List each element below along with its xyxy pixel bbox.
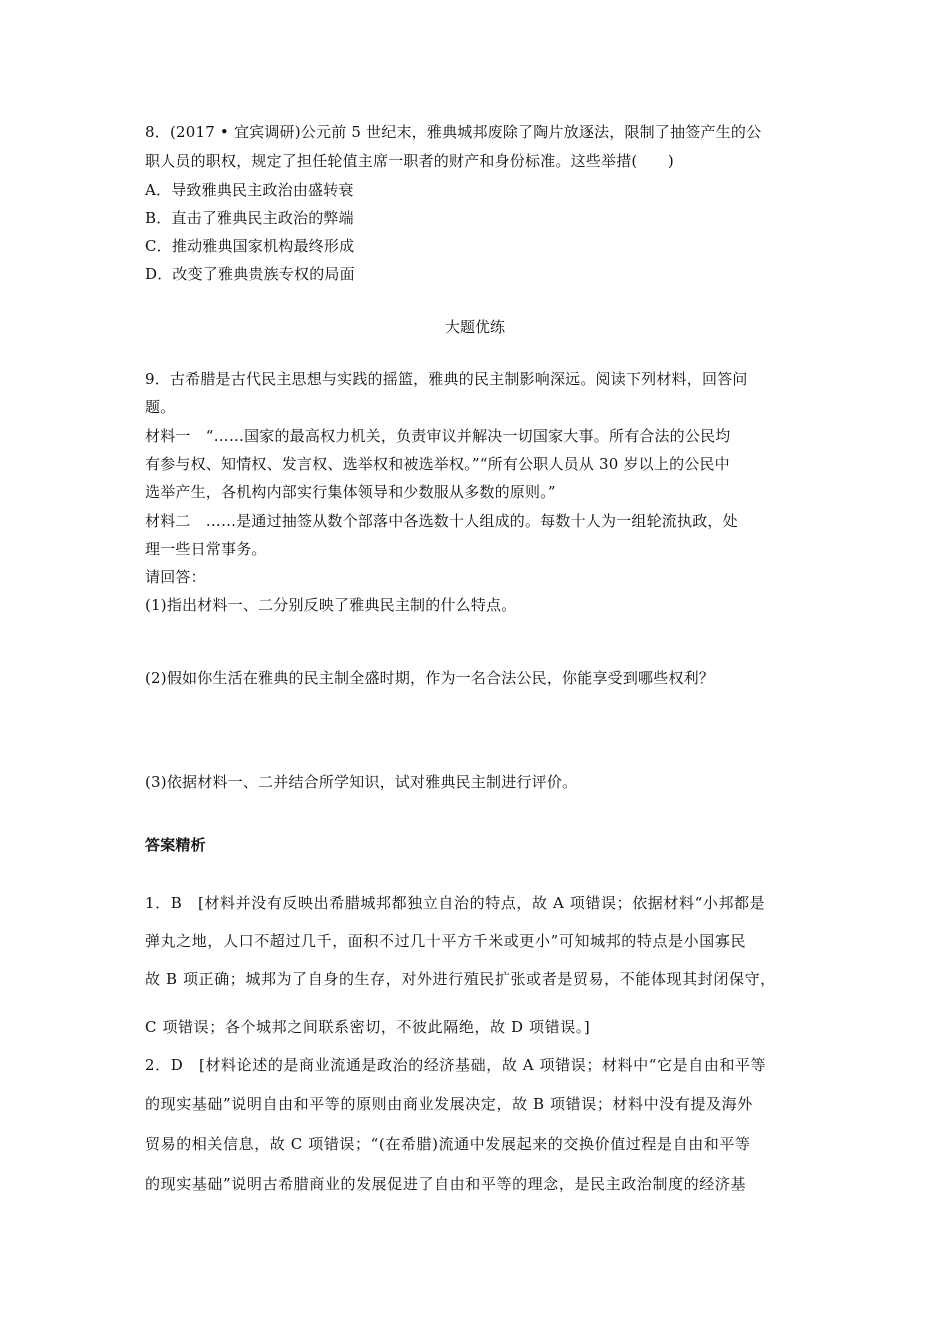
answer-line: 的现实基础”说明自由和平等的原则由商业发展决定，故 B 项错误；材料中没有提及海外 bbox=[145, 1095, 753, 1113]
answers-title: 答案精析 bbox=[145, 836, 206, 854]
answer-line: 贸易的相关信息，故 C 项错误；“(在希腊)流通中发展起来的交换价值过程是自由和平等 bbox=[145, 1135, 751, 1153]
q8-option-b: B．直击了雅典民主政治的弊端 bbox=[145, 209, 354, 227]
q9-line: 请回答： bbox=[145, 568, 206, 586]
q9-line: 选举产生，各机构内部实行集体领导和少数服从多数的原则。” bbox=[145, 483, 556, 501]
answer-line: 故 B 项正确；城邦为了自身的生存，对外进行殖民扩张或者是贸易，不能体现其封闭保守， bbox=[145, 970, 776, 988]
q9-line: 理一些日常事务。 bbox=[145, 540, 267, 558]
q9-line: 有参与权、知情权、发言权、选举权和被选举权。”“所有公职人员从 30 岁以上的公民中 bbox=[145, 455, 730, 473]
answer-line: 弹丸之地，人口不超过几千，面积不过几十平方千米或更小”可知城邦的特点是小国寡民 bbox=[145, 932, 747, 950]
answer-line: 1．B [材料并没有反映出希腊城邦都独立自治的特点，故 A 项错误；依据材料“小邦都是 bbox=[145, 894, 766, 912]
q8-option-d: D．改变了雅典贵族专权的局面 bbox=[145, 265, 355, 283]
q8-stem-line2: 职人员的职权，规定了担任轮值主席一职者的财产和身份标准。这些举措( ) bbox=[145, 152, 674, 170]
q9-sub3: (3)依据材料一、二并结合所学知识，试对雅典民主制进行评价。 bbox=[145, 773, 578, 791]
q8-option-a: A．导致雅典民主政治由盛转衰 bbox=[145, 181, 354, 199]
q9-line: 材料一 “……国家的最高权力机关，负责审议并解决一切国家大事。所有合法的公民均 bbox=[145, 427, 731, 445]
q9-line: 题。 bbox=[145, 398, 176, 416]
q8-option-c: C．推动雅典国家机构最终形成 bbox=[145, 237, 355, 255]
q9-line: 9．古希腊是古代民主思想与实践的摇篮，雅典的民主制影响深远。阅读下列材料，回答问 bbox=[145, 370, 748, 388]
q8-stem-line1: 8．(2017 • 宜宾调研)公元前 5 世纪末，雅典城邦废除了陶片放逐法，限制了抽签产生的公 bbox=[145, 123, 762, 141]
section-title: 大题优练 bbox=[444, 318, 505, 336]
q9-line: 材料二 ……是通过抽签从数个部落中各选数十人组成的。每数十人为一组轮流执政，处 bbox=[145, 512, 738, 530]
q9-sub1: (1)指出材料一、二分别反映了雅典民主制的什么特点。 bbox=[145, 596, 517, 614]
q9-sub2: (2)假如你生活在雅典的民主制全盛时期，作为一名合法公民，你能享受到哪些权利？ bbox=[145, 669, 715, 687]
answer-line: 2．D [材料论述的是商业流通是政治的经济基础，故 A 项错误；材料中“它是自由和平等 bbox=[145, 1056, 767, 1074]
answer-line: C 项错误；各个城邦之间联系密切，不彼此隔绝，故 D 项错误。] bbox=[145, 1018, 591, 1036]
answer-line: 的现实基础”说明古希腊商业的发展促进了自由和平等的理念，是民主政治制度的经济基 bbox=[145, 1175, 747, 1193]
